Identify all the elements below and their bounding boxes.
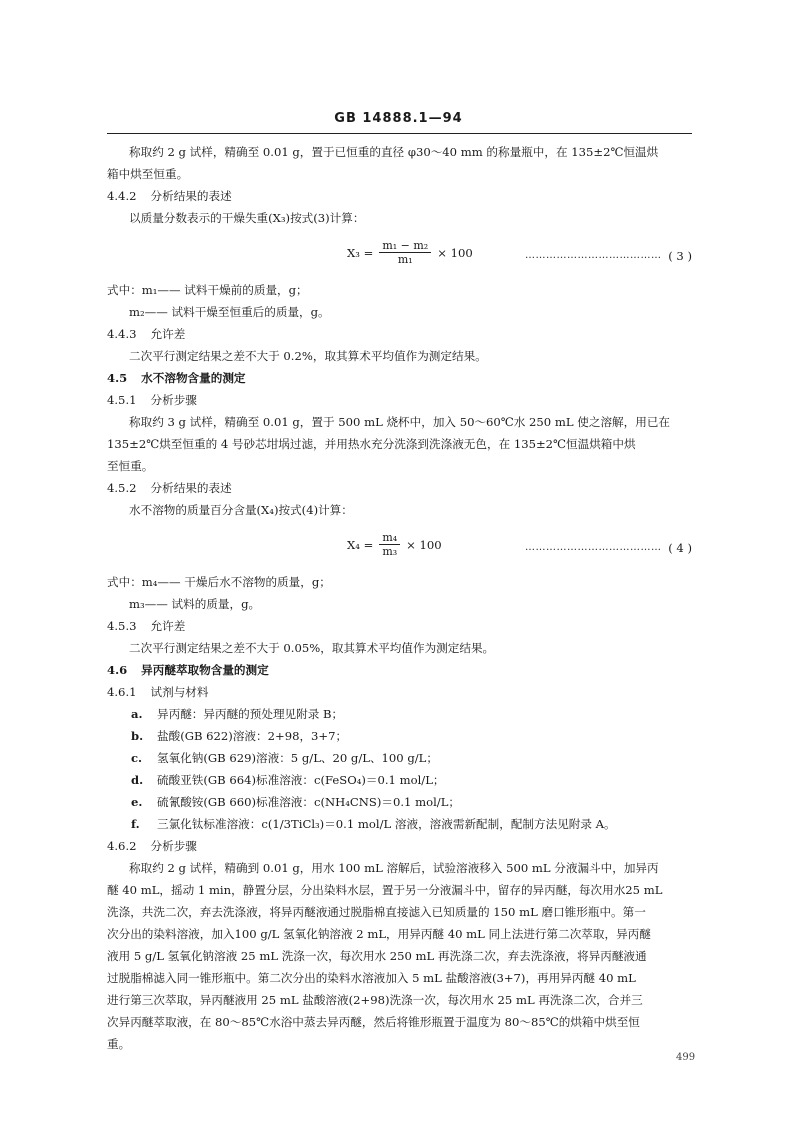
paragraph-line: 称取约 3 g 试样，精确至 0.01 g，置于 500 mL 烧杯中，加入 50～60℃水 250 mL 使之溶解，用已在 <box>129 415 671 429</box>
paragraph-line: 过脱脂棉滤入同一锥形瓶中。第二次分出的染料水溶液加入 5 mL 盐酸溶液(3+7)，再用异丙醚 40 mL <box>107 971 636 985</box>
section-number: 4.5.2 <box>107 481 137 495</box>
fraction-numerator: m₄ <box>379 531 400 545</box>
fraction-denominator: m₃ <box>382 545 398 558</box>
section-heading-4-6 <box>107 659 692 681</box>
paragraph-line: 二次平行测定结果之差不大于 0.05%，取其算术平均值作为测定结果。 <box>129 641 495 655</box>
list-item <box>131 703 692 725</box>
variable-definition: 式中：m₁—— 试料干燥前的质量，g； <box>107 283 308 297</box>
equation-number: ( 4 ) <box>668 541 692 555</box>
paragraph-line: 洗涤，共洗二次，弃去洗涤液，将异丙醚液通过脱脂棉直接滤入已知质量的 150 mL 磨口锥形瓶中。第一 <box>107 905 646 919</box>
paragraph-line: 次异丙醚萃取液，在 80～85℃水浴中蒸去异丙醚，然后将锥形瓶置于温度为 80～85℃的烘箱中烘至恒 <box>107 1015 640 1029</box>
paragraph-line: 醚 40 mL，摇动 1 min，静置分层，分出染料水层，置于另一分液漏斗中，留存的异丙醚，每次用水25 mL <box>107 883 663 897</box>
section-title: 分析结果的表述 <box>150 189 232 203</box>
paragraph-line: 称取约 2 g 试样，精确至 0.01 g，置于已恒重的直径 φ30～40 mm 的称量瓶中，在 135±2℃恒温烘 <box>129 145 659 159</box>
paragraph-line: 至恒重。 <box>107 459 154 473</box>
list-item-label: a. <box>131 707 143 721</box>
formula-multiplier: × 100 <box>406 537 442 552</box>
list-item-label: c. <box>131 751 143 765</box>
list-item-label: d. <box>131 773 144 787</box>
equation-number: ( 3 ) <box>668 249 692 263</box>
list-item <box>131 747 692 769</box>
section-number: 4.4.3 <box>107 327 137 341</box>
paragraph-line: 进行第三次萃取，异丙醚液用 25 mL 盐酸溶液(2+98)洗涤一次，每次用水 25 mL 再洗涤二次，合并三 <box>107 993 643 1007</box>
variable-definition: m₂—— 试料干燥至恒重后的质量，g。 <box>129 305 330 319</box>
formula-3 <box>107 229 692 279</box>
fraction-denominator: m₁ <box>397 253 413 266</box>
leader-dots: ………………………………… <box>525 250 662 261</box>
formula-fraction <box>379 531 400 558</box>
list-item-text: 三氯化钛标准溶液：c(1/3TiCl₃)＝0.1 mol/L 溶液，溶液需新配制，配制方法见附录 A。 <box>157 817 616 831</box>
paragraph-line: 水不溶物的质量百分含量(X₄)按式(4)计算： <box>129 503 353 517</box>
section-heading-4-4-3 <box>107 323 692 345</box>
standard-header: GB 14888.1—94 <box>334 111 463 126</box>
section-title: 分析步骤 <box>150 839 197 853</box>
formula-fraction <box>379 239 431 266</box>
page-content <box>107 141 692 1055</box>
section-heading-4-5-3 <box>107 615 692 637</box>
section-heading-4-5-1 <box>107 389 692 411</box>
section-title: 允许差 <box>150 327 186 341</box>
section-heading-4-5 <box>107 367 692 389</box>
section-number: 4.6.1 <box>107 685 137 699</box>
section-number: 4.5 <box>107 371 128 385</box>
section-number: 4.5.3 <box>107 619 137 633</box>
paragraph-line: 称取约 2 g 试样，精确到 0.01 g，用水 100 mL 溶解后，试验溶液移入 500 mL 分液漏斗中，加异丙 <box>129 861 659 875</box>
list-item-text: 异丙醚：异丙醚的预处理见附录 B； <box>157 707 344 721</box>
formula-4 <box>107 521 692 571</box>
list-item <box>131 791 692 813</box>
paragraph-line: 箱中烘至恒重。 <box>107 167 189 181</box>
section-title: 分析结果的表述 <box>150 481 232 495</box>
section-title: 允许差 <box>150 619 186 633</box>
list-item <box>131 769 692 791</box>
section-number: 4.6 <box>107 663 128 677</box>
section-title: 试剂与材料 <box>150 685 209 699</box>
header-rule <box>107 133 692 134</box>
section-number: 4.5.1 <box>107 393 137 407</box>
section-heading-4-6-2 <box>107 835 692 857</box>
variable-definition: m₃—— 试料的质量，g。 <box>129 597 261 611</box>
paragraph-line: 液用 5 g/L 氢氧化钠溶液 25 mL 洗涤一次，每次用水 250 mL 再洗涤二次，弃去洗涤液，将异丙醚液通 <box>107 949 647 963</box>
formula-multiplier: × 100 <box>437 245 473 260</box>
section-title: 分析步骤 <box>150 393 197 407</box>
page-number: 499 <box>676 1052 696 1063</box>
section-heading-4-4-2 <box>107 185 692 207</box>
formula-lhs: X₃ = <box>347 245 374 260</box>
section-heading-4-6-1 <box>107 681 692 703</box>
reagent-list <box>107 703 692 835</box>
paragraph-line: 135±2℃烘至恒重的 4 号砂芯坩埚过滤，并用热水充分洗涤到洗涤液无色，在 135±2℃恒温烘箱中烘 <box>107 437 636 451</box>
list-item-text: 盐酸(GB 622)溶液：2+98，3+7； <box>157 729 348 743</box>
section-title: 异丙醚萃取物含量的测定 <box>141 663 269 677</box>
paragraph-line: 次分出的染料溶液，加入100 g/L 氢氧化钠溶液 2 mL，用异丙醚 40 mL 同上法进行第二次萃取，异丙醚 <box>107 927 651 941</box>
paragraph-line: 重。 <box>107 1037 131 1051</box>
section-number: 4.4.2 <box>107 189 137 203</box>
list-item-text: 硫酸亚铁(GB 664)标准溶液：c(FeSO₄)＝0.1 mol/L； <box>157 773 445 787</box>
list-item-label: e. <box>131 795 143 809</box>
list-item-label: f. <box>131 817 140 831</box>
list-item <box>131 813 692 835</box>
list-item <box>131 725 692 747</box>
list-item-label: b. <box>131 729 144 743</box>
list-item-text: 氢氧化钠(GB 629)溶液：5 g/L、20 g/L、100 g/L； <box>157 751 438 765</box>
section-title: 水不溶物含量的测定 <box>141 371 246 385</box>
fraction-numerator: m₁ − m₂ <box>379 239 431 253</box>
section-number: 4.6.2 <box>107 839 137 853</box>
paragraph-line: 二次平行测定结果之差不大于 0.2%，取其算术平均值作为测定结果。 <box>129 349 487 363</box>
formula-lhs: X₄ = <box>347 537 374 552</box>
section-heading-4-5-2 <box>107 477 692 499</box>
list-item-text: 硫氰酸铵(GB 660)标准溶液：c(NH₄CNS)＝0.1 mol/L； <box>157 795 460 809</box>
variable-definition: 式中：m₄—— 干燥后水不溶物的质量，g； <box>107 575 331 589</box>
leader-dots: ………………………………… <box>525 542 662 553</box>
paragraph-line: 以质量分数表示的干燥失重(X₃)按式(3)计算： <box>129 211 365 225</box>
